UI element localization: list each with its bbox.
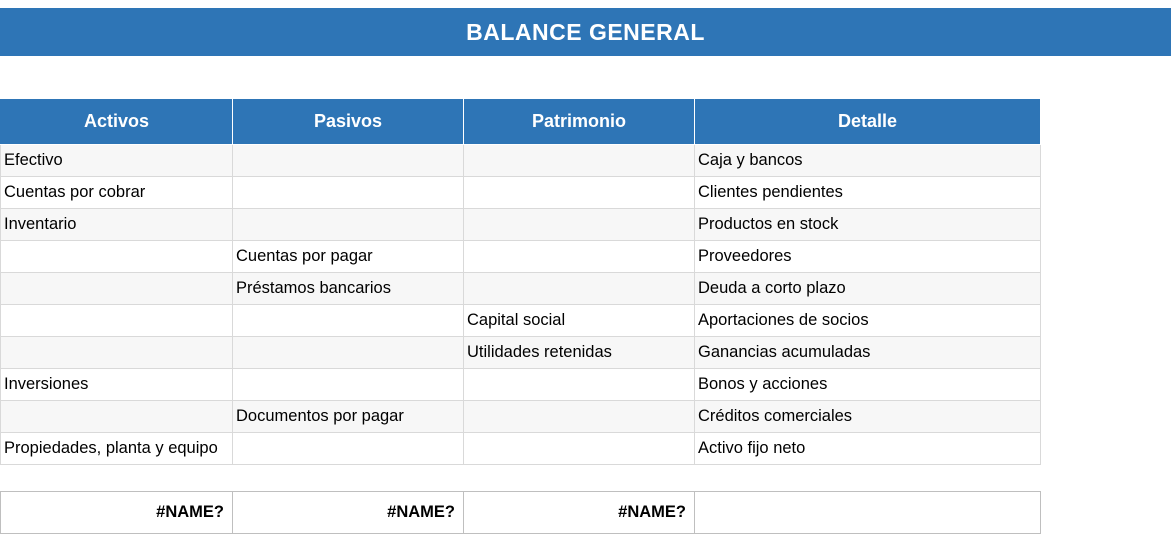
cell-pasivos[interactable] [233,305,464,337]
cell-patrimonio[interactable] [464,145,695,177]
cell-pasivos[interactable] [233,337,464,369]
totals-row-container [0,491,1040,534]
cell-detalle[interactable]: Productos en stock [695,209,1041,241]
table-row [1,241,1041,273]
cell-activos[interactable] [1,401,233,433]
cell-patrimonio[interactable] [464,273,695,305]
cell-detalle[interactable]: Aportaciones de socios [695,305,1041,337]
cell-patrimonio[interactable]: Utilidades retenidas [464,337,695,369]
table-row [1,177,1041,209]
cell-activos[interactable]: Cuentas por cobrar [1,177,233,209]
cell-detalle[interactable]: Créditos comerciales [695,401,1041,433]
page-title: BALANCE GENERAL [466,18,705,45]
cell-detalle[interactable]: Activo fijo neto [695,433,1041,465]
cell-pasivos[interactable] [233,433,464,465]
cell-pasivos[interactable]: Cuentas por pagar [233,241,464,273]
cell-pasivos[interactable] [233,145,464,177]
table-row [1,337,1041,369]
cell-patrimonio[interactable]: Capital social [464,305,695,337]
cell-pasivos[interactable] [233,177,464,209]
column-header-pasivos[interactable]: Pasivos [233,99,464,145]
cell-detalle[interactable]: Bonos y acciones [695,369,1041,401]
total-activos[interactable]: #NAME? [1,492,233,534]
cell-detalle[interactable]: Caja y bancos [695,145,1041,177]
table-row [1,492,1041,534]
table-row [1,433,1041,465]
cell-pasivos[interactable]: Préstamos bancarios [233,273,464,305]
table-row [1,145,1041,177]
cell-patrimonio[interactable] [464,401,695,433]
balance-table [0,98,1041,465]
document-title-banner [0,8,1171,56]
table-row [1,273,1041,305]
totals-table [0,491,1041,534]
column-header-patrimonio[interactable]: Patrimonio [464,99,695,145]
cell-pasivos[interactable] [233,209,464,241]
cell-detalle[interactable]: Clientes pendientes [695,177,1041,209]
total-detalle[interactable] [695,492,1041,534]
table-row [1,369,1041,401]
cell-activos[interactable]: Inventario [1,209,233,241]
cell-pasivos[interactable] [233,369,464,401]
cell-patrimonio[interactable] [464,369,695,401]
cell-detalle[interactable]: Deuda a corto plazo [695,273,1041,305]
total-pasivos[interactable]: #NAME? [233,492,464,534]
cell-detalle[interactable]: Ganancias acumuladas [695,337,1041,369]
cell-activos[interactable]: Inversiones [1,369,233,401]
column-header-detalle[interactable]: Detalle [695,99,1041,145]
cell-activos[interactable]: Efectivo [1,145,233,177]
table-row [1,305,1041,337]
table-row [1,209,1041,241]
cell-activos[interactable] [1,337,233,369]
table-header-row [1,99,1041,145]
cell-patrimonio[interactable] [464,433,695,465]
cell-patrimonio[interactable] [464,177,695,209]
cell-activos[interactable] [1,241,233,273]
cell-activos[interactable] [1,273,233,305]
cell-activos[interactable]: Propiedades, planta y equipo [1,433,233,465]
balance-table-container [0,98,1040,465]
cell-detalle[interactable]: Proveedores [695,241,1041,273]
cell-patrimonio[interactable] [464,209,695,241]
total-patrimonio[interactable]: #NAME? [464,492,695,534]
cell-activos[interactable] [1,305,233,337]
column-header-activos[interactable]: Activos [1,99,233,145]
table-row [1,401,1041,433]
cell-patrimonio[interactable] [464,241,695,273]
cell-pasivos[interactable]: Documentos por pagar [233,401,464,433]
